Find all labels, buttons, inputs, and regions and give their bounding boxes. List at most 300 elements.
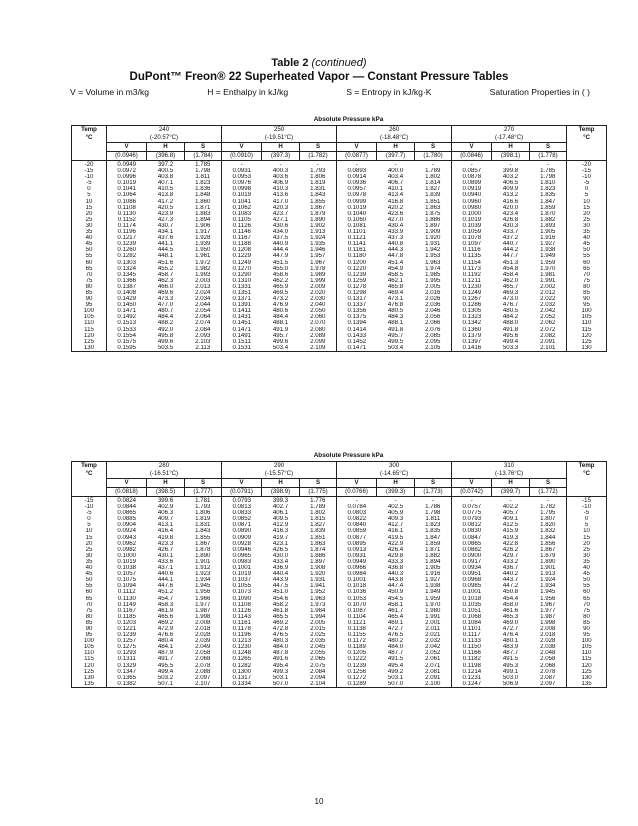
sat-volume: (0.0910): [222, 152, 262, 161]
value-cell: 0.1249: [462, 289, 482, 296]
legend-saturation: Saturation Properties in ( ): [489, 87, 590, 97]
value-cell: 0.1105: [232, 216, 251, 223]
value-cell: 0.1180: [347, 253, 366, 260]
value-cell: 2.022: [530, 296, 567, 302]
sat-temp-header: (-14.65°C): [337, 470, 452, 479]
value-cell: 1.980: [415, 608, 452, 614]
value-cell: 444.4: [272, 247, 289, 254]
value-cell: 0.1267: [462, 296, 482, 303]
value-cell: 0.1471: [117, 308, 137, 315]
value-cell: 2.052: [530, 314, 567, 320]
value-cell: 0.1533: [117, 326, 137, 333]
value-cell: 419.8: [157, 534, 174, 541]
temp-cell: 65: [567, 266, 607, 272]
value-cell: 488.1: [272, 320, 289, 327]
value-cell: 0.0895: [347, 540, 367, 547]
value-cell: 491.6: [272, 656, 289, 663]
value-cell: 2.050: [300, 308, 337, 314]
temp-cell: 105: [72, 314, 107, 320]
temp-cell: 80: [567, 614, 607, 620]
value-cell: 495.7: [272, 332, 289, 339]
value-cell: 0.1189: [347, 644, 366, 651]
value-cell: 0.1019: [117, 180, 137, 187]
value-cell: 480.2: [387, 638, 404, 645]
value-cell: 469.4: [387, 289, 404, 296]
value-cell: 0.1379: [462, 332, 482, 339]
temp-cell: 20: [72, 541, 107, 547]
value-cell: 455.0: [272, 265, 289, 272]
col-h-header: H: [147, 479, 185, 488]
value-cell: 0.1104: [347, 613, 366, 620]
value-cell: 1.863: [300, 541, 337, 547]
value-cell: 1.970: [415, 602, 452, 608]
value-cell: 0.1324: [117, 265, 137, 272]
value-cell: 2.045: [300, 644, 337, 650]
value-cell: 0.1035: [462, 601, 482, 608]
value-cell: 0.1260: [117, 247, 137, 254]
col-s-header: S: [415, 479, 452, 488]
temp-cell: 135: [72, 681, 107, 688]
temp-cell: 50: [567, 577, 607, 583]
value-cell: 0.1149: [117, 601, 136, 608]
value-cell: 0.1387: [117, 283, 137, 290]
temp-header-right: Temp: [567, 462, 607, 471]
value-cell: 1.807: [530, 516, 567, 522]
value-cell: 0.0840: [347, 522, 367, 529]
temp-cell: 95: [567, 302, 607, 308]
value-cell: 0.1249: [232, 259, 252, 266]
value-cell: 2.025: [300, 632, 337, 638]
value-cell: 1.776: [300, 497, 337, 505]
continued-label: (continued): [311, 57, 367, 69]
value-cell: 0.1311: [117, 656, 136, 663]
value-cell: 1.987: [185, 608, 222, 614]
value-cell: 0.0943: [117, 534, 137, 541]
value-cell: 1.859: [530, 205, 567, 211]
temp-cell: -5: [72, 510, 107, 516]
value-cell: 0.1239: [347, 662, 367, 669]
value-cell: 458.1: [387, 601, 404, 608]
value-cell: 0.0931: [347, 552, 367, 559]
value-cell: 2.018: [185, 626, 222, 632]
temp-cell: 115: [567, 656, 607, 662]
value-cell: 1.923: [185, 571, 222, 577]
value-cell: 2.061: [415, 656, 452, 662]
table-label: [0, 57, 638, 70]
value-cell: 406.5: [502, 180, 519, 187]
value-cell: 0.1038: [117, 565, 137, 572]
value-cell: 451.0: [272, 589, 289, 596]
value-cell: 444.5: [157, 247, 174, 254]
value-cell: 484.3: [387, 314, 404, 321]
value-cell: 430.6: [272, 222, 289, 229]
value-cell: 2.035: [300, 638, 337, 644]
value-cell: -: [394, 497, 397, 504]
value-cell: 444.2: [502, 247, 519, 254]
temp-cell: 45: [567, 241, 607, 247]
value-cell: 1.871: [185, 205, 222, 211]
value-cell: 1.860: [185, 199, 222, 205]
sat-temp-header: (-15.57°C): [222, 470, 337, 479]
value-cell: 2.058: [530, 656, 567, 662]
temp-cell: 0: [567, 516, 607, 522]
table-number: Table 2: [271, 57, 309, 69]
value-cell: 1.939: [185, 241, 222, 247]
value-cell: 0.1037: [232, 577, 252, 584]
value-cell: 458.0: [502, 601, 519, 608]
sat-volume: (0.0766): [337, 488, 377, 497]
temp-cell: 60: [72, 260, 107, 266]
value-cell: 2.068: [185, 656, 222, 662]
value-cell: 0.1408: [117, 289, 137, 296]
table-row: [72, 345, 607, 352]
value-cell: 430.7: [157, 222, 174, 229]
temp-cell: 130: [567, 345, 607, 352]
value-cell: 0.1040: [347, 210, 367, 217]
value-cell: 2.024: [185, 290, 222, 296]
value-cell: 1.916: [530, 235, 567, 241]
temp-cell: 105: [72, 644, 107, 650]
value-cell: 2.060: [300, 314, 337, 320]
value-cell: 416.3: [272, 528, 289, 535]
value-cell: 469.3: [502, 289, 519, 296]
value-cell: 0.1053: [347, 595, 367, 602]
col-h-header: H: [262, 143, 300, 152]
value-cell: 0.1130: [117, 595, 136, 602]
value-cell: 0.1433: [347, 332, 367, 339]
value-cell: 447.4: [387, 583, 404, 590]
value-cell: 1.851: [415, 199, 452, 205]
value-cell: 2.026: [415, 296, 452, 302]
col-s-header: S: [300, 143, 337, 152]
value-cell: 2.080: [300, 327, 337, 333]
sat-temp-header: (-18.48°C): [337, 134, 452, 143]
value-cell: 0.1059: [462, 229, 482, 236]
value-cell: 1.989: [300, 272, 337, 278]
value-cell: 462.3: [157, 277, 174, 284]
value-cell: 426.5: [272, 546, 289, 553]
value-cell: 2.085: [415, 333, 452, 339]
value-cell: 0.1062: [232, 204, 252, 211]
value-cell: 0.0976: [232, 180, 252, 187]
value-cell: 461.7: [387, 607, 404, 614]
value-cell: 476.4: [502, 632, 519, 639]
value-cell: 1.942: [415, 247, 452, 253]
temp-cell: 70: [72, 602, 107, 608]
value-cell: 462.2: [272, 277, 289, 284]
value-cell: 2.055: [300, 650, 337, 656]
col-v-header: V: [222, 143, 262, 152]
value-cell: 1.981: [530, 272, 567, 278]
value-cell: 423.9: [157, 210, 174, 217]
temp-cell: 60: [567, 260, 607, 266]
temp-cell: 100: [567, 638, 607, 644]
value-cell: 0.1491: [232, 332, 252, 339]
value-cell: 1.893: [530, 223, 567, 229]
value-cell: 0.0962: [117, 540, 137, 547]
value-cell: 2.074: [185, 320, 222, 326]
value-cell: 444.1: [157, 577, 174, 584]
value-cell: 0.0972: [117, 168, 137, 175]
value-cell: 0.0968: [462, 577, 482, 584]
value-cell: 437.1: [157, 565, 174, 572]
value-cell: 487.9: [157, 650, 174, 657]
value-cell: 461.6: [502, 607, 519, 614]
value-cell: 1.855: [300, 199, 337, 205]
abs-pressure-label: Absolute Pressure kPa: [313, 452, 384, 459]
value-cell: 433.2: [502, 558, 519, 565]
value-cell: 447.8: [387, 253, 404, 260]
value-cell: 1.924: [530, 577, 567, 583]
pressure-header: 300: [337, 462, 452, 471]
temp-cell: 25: [72, 217, 107, 223]
value-cell: 1.879: [530, 553, 567, 559]
value-cell: 0.0859: [347, 528, 367, 535]
value-cell: 473.2: [272, 296, 289, 303]
value-cell: 0.1230: [462, 283, 482, 290]
value-cell: 1.815: [300, 516, 337, 522]
value-cell: 1.802: [415, 174, 452, 180]
value-cell: 0.1310: [232, 277, 252, 284]
col-s-header: S: [530, 479, 567, 488]
value-cell: 0.1220: [347, 265, 367, 272]
value-cell: 0.0919: [462, 186, 482, 193]
value-cell: 1.920: [415, 235, 452, 241]
value-cell: 0.1086: [117, 198, 137, 205]
value-cell: 0.1265: [232, 656, 252, 663]
value-cell: 462.1: [387, 277, 404, 284]
value-cell: 0.1081: [347, 222, 367, 229]
value-cell: 491.8: [387, 326, 404, 333]
value-cell: 1.894: [185, 217, 222, 223]
col-h-header: H: [147, 143, 185, 152]
temp-cell: 65: [72, 266, 107, 272]
value-cell: 419.3: [502, 534, 519, 541]
value-cell: 1.978: [300, 266, 337, 272]
col-h-header: H: [492, 479, 530, 488]
temp-cell: 35: [567, 229, 607, 235]
value-cell: 0.1172: [347, 638, 366, 645]
value-cell: 1.973: [300, 602, 337, 608]
value-cell: 0.0978: [347, 192, 367, 199]
value-cell: 1.956: [185, 589, 222, 595]
value-cell: 2.042: [415, 644, 452, 650]
value-cell: 0.1055: [232, 583, 252, 590]
temp-cell: 40: [567, 565, 607, 571]
temp-cell: 35: [567, 559, 607, 565]
value-cell: 1.977: [185, 602, 222, 608]
value-cell: 2.100: [415, 681, 452, 688]
value-cell: 433.6: [157, 558, 174, 565]
value-cell: 503.1: [387, 674, 404, 681]
value-cell: 2.091: [415, 675, 452, 681]
value-cell: 1.966: [185, 596, 222, 602]
value-cell: 491.5: [387, 656, 404, 663]
value-cell: 469.0: [502, 619, 519, 626]
legend-enthalpy: H = Enthalpy in kJ/kg: [207, 87, 289, 97]
temp-cell: 80: [72, 284, 107, 290]
value-cell: 495.4: [387, 662, 404, 669]
value-cell: 484.4: [157, 314, 174, 321]
value-cell: 426.2: [502, 546, 519, 553]
value-cell: 419.5: [387, 534, 404, 541]
value-cell: 400.5: [157, 168, 174, 175]
value-cell: 1.820: [530, 522, 567, 528]
value-cell: 469.2: [272, 619, 289, 626]
value-cell: 499.6: [272, 338, 289, 345]
value-cell: 455.2: [157, 265, 174, 272]
value-cell: 2.039: [185, 638, 222, 644]
value-cell: 1.793: [185, 504, 222, 510]
value-cell: 0.1248: [232, 650, 252, 657]
value-cell: 1.920: [300, 571, 337, 577]
value-cell: 0.1317: [232, 674, 252, 681]
value-cell: 458.6: [272, 271, 289, 278]
value-cell: 1.963: [415, 260, 452, 266]
value-cell: 1.810: [530, 180, 567, 186]
value-cell: 1.927: [530, 241, 567, 247]
value-cell: 1.959: [530, 260, 567, 266]
value-cell: 0.0812: [462, 522, 482, 529]
value-cell: 0.0984: [347, 571, 367, 578]
value-cell: 440.2: [502, 571, 519, 578]
value-cell: 1.998: [185, 614, 222, 620]
value-cell: 447.9: [272, 253, 289, 260]
temp-cell: 25: [567, 547, 607, 553]
temp-cell: 65: [567, 596, 607, 602]
value-cell: 0.1174: [117, 222, 136, 229]
value-cell: 0.1150: [462, 644, 481, 651]
value-cell: 0.1126: [232, 607, 251, 614]
value-cell: 427.0: [387, 216, 404, 223]
value-cell: 0.1200: [347, 259, 367, 266]
value-cell: 440.9: [272, 241, 289, 248]
value-cell: 416.8: [387, 198, 404, 205]
value-cell: 1.827: [300, 522, 337, 528]
value-cell: 2.016: [415, 290, 452, 296]
temp-cell: 135: [567, 681, 607, 688]
temp-cell: 85: [72, 620, 107, 626]
value-cell: 0.1222: [347, 656, 367, 663]
value-cell: 491.8: [502, 326, 519, 333]
value-cell: 0.1351: [232, 289, 252, 296]
value-cell: 0.1133: [462, 638, 481, 645]
value-cell: 0.1094: [117, 583, 137, 590]
value-cell: 1.998: [530, 620, 567, 626]
value-cell: 0.0885: [117, 516, 137, 523]
value-cell: 0.1205: [347, 650, 367, 657]
temp-cell: 30: [72, 553, 107, 559]
value-cell: 484.1: [157, 644, 174, 651]
value-cell: 403.8: [157, 174, 174, 181]
value-cell: 1.798: [415, 510, 452, 516]
value-cell: 465.3: [502, 613, 519, 620]
value-cell: 477.0: [157, 302, 174, 309]
value-cell: 1.867: [530, 547, 567, 553]
value-cell: 499.5: [387, 338, 404, 345]
value-cell: -: [240, 161, 243, 168]
temp-cell: 120: [72, 333, 107, 339]
pressure-header: 270: [452, 126, 567, 135]
value-cell: 1.928: [185, 235, 222, 241]
temp-cell: 20: [567, 541, 607, 547]
value-cell: 0.1138: [347, 625, 366, 632]
value-cell: 507.0: [262, 681, 300, 688]
value-cell: 495.8: [157, 332, 174, 339]
temp-cell: -15: [72, 497, 107, 505]
value-cell: 406.3: [157, 510, 174, 517]
col-s-header: S: [300, 479, 337, 488]
temp-cell: 20: [72, 211, 107, 217]
value-cell: 461.8: [272, 607, 289, 614]
value-cell: 0.1356: [347, 308, 367, 315]
sat-enthalpy: (397.3): [262, 152, 300, 161]
value-cell: 409.1: [502, 516, 519, 523]
pressure-header: 280: [107, 462, 222, 471]
temp-unit-left: °C: [72, 470, 107, 479]
value-cell: 1.901: [530, 565, 567, 571]
value-cell: 495.6: [502, 332, 519, 339]
value-cell: 0.1192: [462, 271, 481, 278]
value-cell: 0.1101: [347, 229, 366, 236]
value-cell: 2.046: [415, 308, 452, 314]
sat-entropy: (1.784): [185, 152, 222, 161]
value-cell: 0.0877: [347, 534, 367, 541]
temp-cell: 130: [72, 675, 107, 681]
temp-cell: -15: [567, 168, 607, 174]
value-cell: 488.1: [387, 320, 404, 327]
temp-cell: 40: [567, 235, 607, 241]
temp-cell: 70: [567, 602, 607, 608]
value-cell: 0.0940: [462, 192, 482, 199]
sat-entropy: (1.777): [185, 488, 222, 497]
value-cell: 2.078: [185, 663, 222, 669]
value-cell: 1.836: [185, 186, 222, 192]
value-cell: 0.1360: [462, 326, 482, 333]
value-cell: 1.781: [185, 497, 222, 505]
value-cell: 1.967: [300, 260, 337, 266]
value-cell: 2.091: [530, 339, 567, 345]
value-cell: 503.5: [147, 345, 185, 352]
value-cell: 0.1300: [232, 668, 252, 675]
temp-cell: 120: [567, 663, 607, 669]
temp-cell: 110: [72, 650, 107, 656]
value-cell: 0.1259: [347, 277, 367, 284]
value-cell: 0.1214: [462, 668, 482, 675]
value-cell: 1.991: [415, 614, 452, 620]
value-cell: 447.7: [502, 253, 519, 260]
value-cell: 1.924: [300, 235, 337, 241]
value-cell: 507.0: [377, 681, 415, 688]
value-cell: 1.851: [300, 535, 337, 541]
sat-temp-header: (-20.57°C): [107, 134, 222, 143]
value-cell: 1.938: [530, 247, 567, 253]
temp-cell: 40: [72, 235, 107, 241]
temp-cell: 25: [567, 217, 607, 223]
value-cell: 0.1068: [462, 613, 482, 620]
temp-cell: 15: [567, 205, 607, 211]
value-cell: 2.049: [185, 644, 222, 650]
value-cell: -: [279, 161, 282, 168]
temp-cell: 10: [567, 528, 607, 534]
value-cell: 436.7: [502, 565, 519, 572]
value-cell: 0.1182: [462, 656, 481, 663]
value-cell: 0.1431: [232, 314, 252, 321]
value-cell: 420.2: [387, 204, 404, 211]
value-cell: -: [394, 161, 397, 168]
value-cell: 423.1: [272, 540, 289, 547]
value-cell: 480.5: [387, 308, 404, 315]
